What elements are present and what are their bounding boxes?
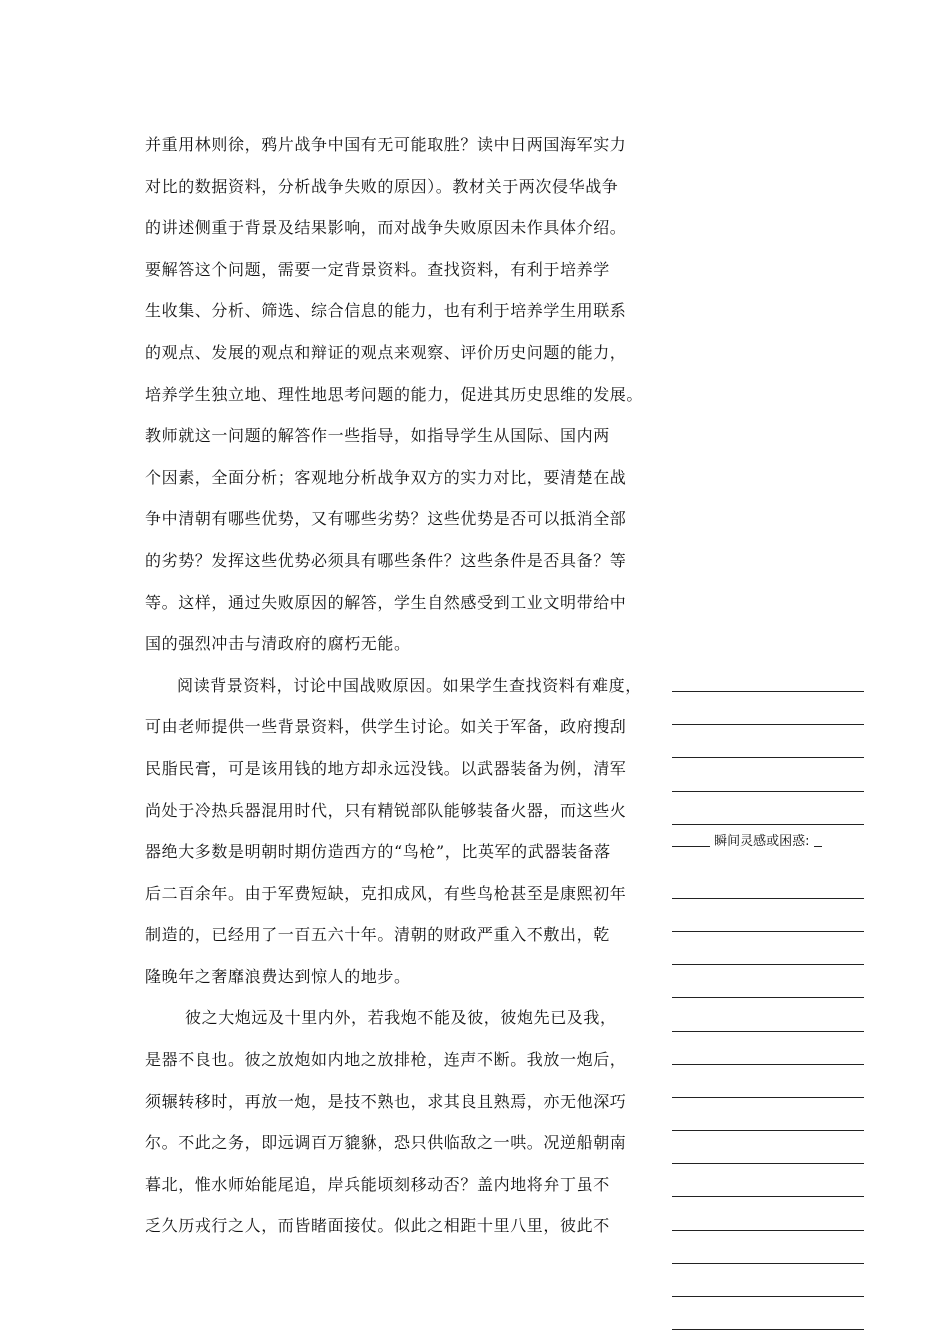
writing-line[interactable] (672, 725, 864, 758)
text-line: 的劣势？发挥这些优势必须具有哪些条件？这些条件是否具备？等 (145, 550, 627, 570)
text-line: 可由老师提供一些背景资料，供学生讨论。如关于军备，政府搜刮 (145, 717, 627, 737)
prompt-blank[interactable] (814, 832, 822, 847)
text-line: 隆晚年之奢靡浪费达到惊人的地步。 (145, 966, 411, 986)
text-line: 并重用林则徐，鸦片战争中国有无可能取胜？读中日两国海军实力 (145, 135, 627, 154)
text-line: 教师就这一问题的解答作一些指导，如指导学生从国际、国内两 (145, 426, 610, 446)
text-line: 争中清朝有哪些优势，又有哪些劣势？这些优势是否可以抵消全部 (145, 509, 627, 529)
text-line: 民脂民膏，可是该用钱的地方却永远没钱。以武器装备为例，清军 (145, 758, 627, 778)
text-line: 彼之大炮远及十里内外，若我炮不能及彼，彼炮先已及我， (185, 1008, 617, 1028)
text-line: 暮北，惟水师始能尾追，岸兵能顷刻移动否？盖内地将弁丁虽不 (145, 1174, 610, 1194)
writing-line[interactable] (672, 965, 864, 998)
writing-line[interactable] (672, 1032, 864, 1065)
text-line: 后二百余年。由于军费短缺，克扣成风，有些鸟枪甚至是康熙初年 (145, 883, 627, 903)
text-line: 的观点、发展的观点和辩证的观点来观察、评价历史问题的能力， (145, 342, 627, 362)
text-line: 个因素，全面分析；客观地分析战争双方的实力对比，要清楚在战 (145, 467, 627, 487)
writing-line[interactable] (672, 1065, 864, 1098)
body-text (145, 124, 645, 1247)
writing-line[interactable] (672, 998, 864, 1031)
text-line: 乏久历戎行之人，而皆睹面接仗。似此之相距十里八里，彼此不 (145, 1216, 610, 1236)
text-line: 尔。不此之务，即远调百万貔貅，恐只供临敌之一哄。况逆船朝南 (145, 1133, 627, 1153)
text-line: 等。这样，通过失败原因的解答，学生自然感受到工业文明带给中 (145, 592, 627, 612)
writing-line[interactable] (672, 1231, 864, 1264)
writing-line[interactable] (672, 1098, 864, 1131)
text-line: 国的强烈冲击与清政府的腐朽无能。 (145, 634, 411, 654)
text-line: 制造的，已经用了一百五六十年。清朝的财政严重入不敷出，乾 (145, 925, 610, 945)
writing-line[interactable] (672, 792, 864, 825)
writing-line[interactable] (672, 899, 864, 932)
writing-line[interactable] (672, 932, 864, 965)
text-line: 器绝大多数是明朝时期仿造西方的“鸟枪”，比英军的武器装备落 (145, 842, 611, 862)
text-line: 培养学生独立地、理性地思考问题的能力，促进其历史思维的发展。 (145, 384, 644, 404)
text-line: 生收集、分析、筛选、综合信息的能力，也有利于培养学生用联系 (145, 301, 627, 321)
margin-note-prompt (672, 832, 867, 852)
prompt-label: 瞬间灵感或困惑: (714, 834, 810, 849)
text-line: 的讲述侧重于背景及结果影响，而对战争失败原因未作具体介绍。 (145, 218, 627, 238)
writing-line[interactable] (672, 1197, 864, 1230)
text-line: 要解答这个问题，需要一定背景资料。查找资料，有利于培养学 (145, 259, 610, 279)
text-line: 尚处于冷热兵器混用时代，只有精锐部队能够装备火器，而这些火 (145, 800, 627, 820)
writing-line[interactable] (672, 865, 864, 899)
text-line: 阅读背景资料，讨论中国战败原因。如果学生查找资料有难度， (177, 675, 642, 695)
writing-line[interactable] (672, 1131, 864, 1164)
writing-line[interactable] (672, 692, 864, 725)
text-line: 对比的数据资料，分析战争失败的原因）。教材关于两次侵华战争 (145, 176, 619, 196)
prompt-blank[interactable] (672, 832, 710, 847)
writing-line[interactable] (672, 1164, 864, 1197)
writing-line[interactable] (672, 758, 864, 791)
writing-line[interactable] (672, 1264, 864, 1297)
margin-note-lines (672, 672, 864, 1330)
text-line: 须辗转移时，再放一炮，是技不熟也，求其良且熟焉，亦无他深巧 (145, 1091, 627, 1111)
writing-line[interactable] (672, 672, 864, 692)
writing-line[interactable] (672, 1297, 864, 1330)
text-line: 是器不良也。彼之放炮如内地之放排枪，连声不断。我放一炮后， (145, 1050, 627, 1070)
